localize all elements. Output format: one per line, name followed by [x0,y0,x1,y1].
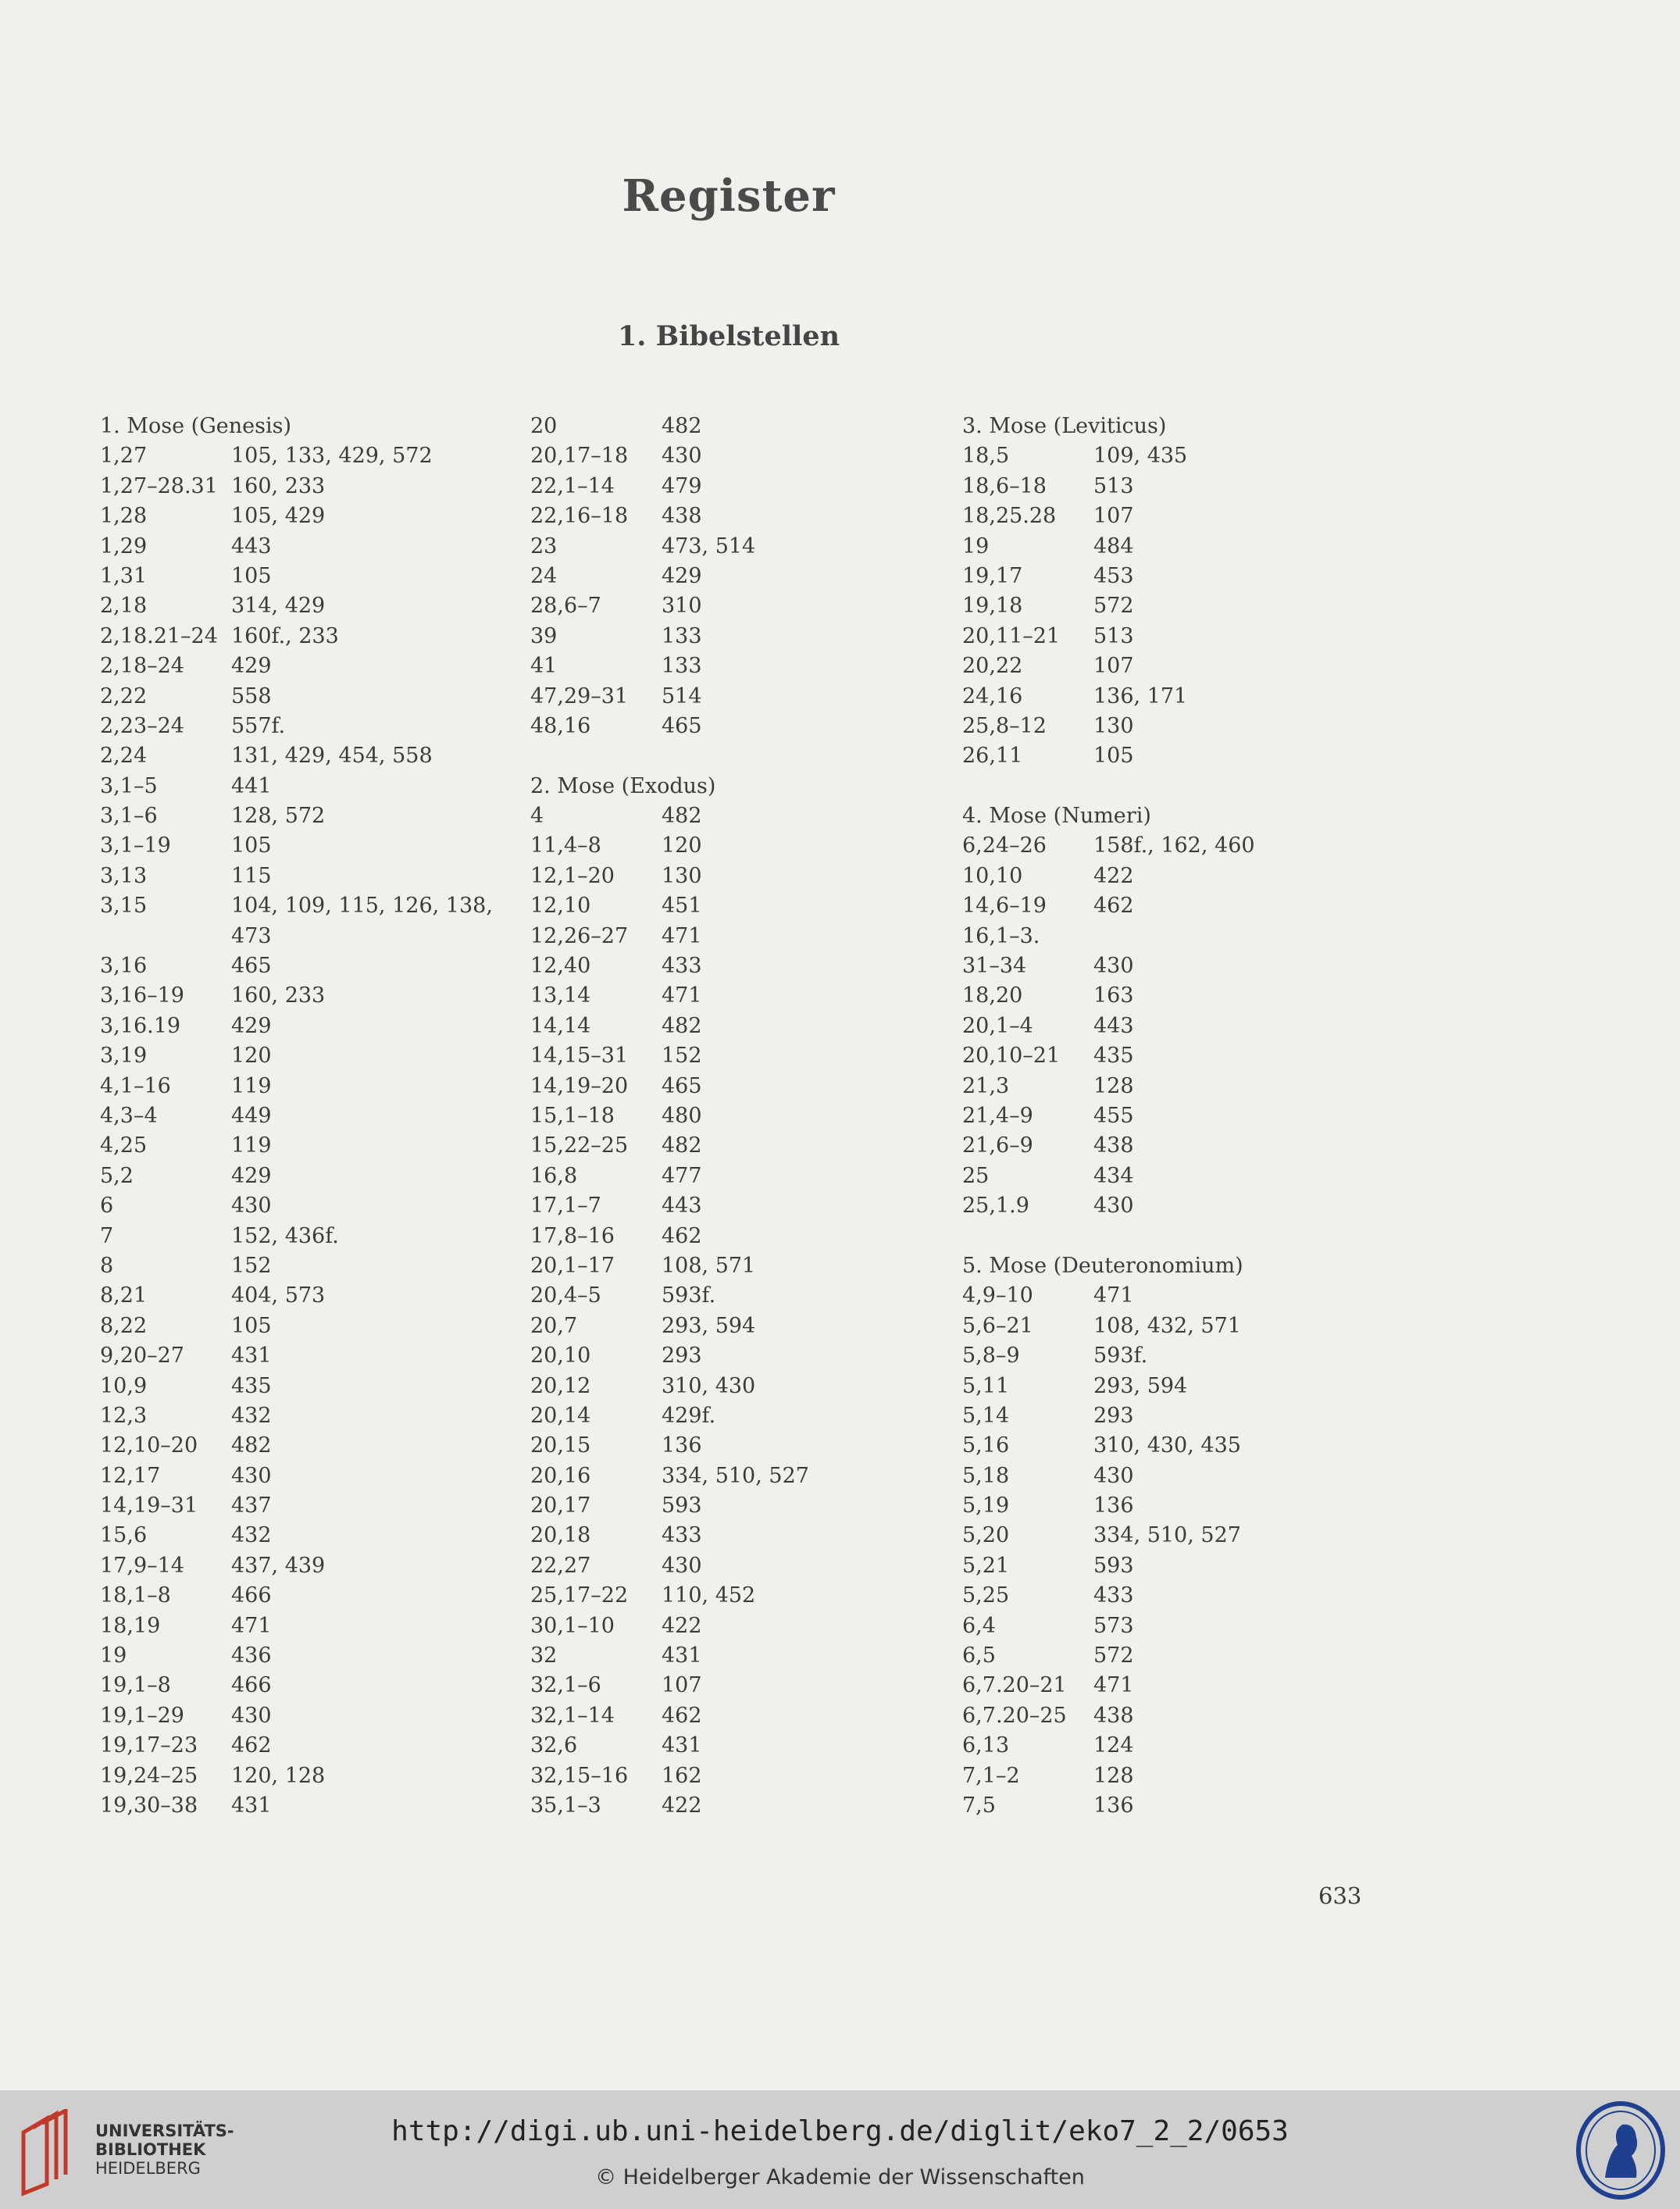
verse-reference: 3,1–5 [100,773,158,798]
page-references: 479 [662,473,702,498]
verse-reference: 7,1–2 [962,1763,1020,1788]
page-references: 152 [231,1253,272,1278]
page-references: 431 [662,1733,702,1758]
verse-reference: 8 [100,1253,114,1278]
page-references: 293, 594 [1093,1373,1188,1398]
verse-reference: 5,21 [962,1553,1010,1578]
verse-reference: 17,1–7 [530,1194,601,1219]
page-references: 430 [231,1194,272,1219]
verse-reference: 20,12 [530,1373,591,1398]
verse-reference: 6,5 [962,1643,996,1668]
verse-reference: 12,10 [530,894,591,919]
book-heading-text: 2. Mose (Exodus) [530,773,716,798]
page-references: 434 [1093,1163,1134,1188]
page-references: 108, 432, 571 [1093,1313,1241,1338]
page-references: 482 [662,1013,702,1038]
page-references: 293 [1093,1403,1134,1428]
page-references: 449 [231,1103,272,1128]
page-references: 334, 510, 527 [1093,1523,1241,1548]
verse-reference: 4,25 [100,1133,148,1158]
page-references: 557f. [231,713,286,738]
verse-reference: 3,1–6 [100,804,158,829]
verse-reference: 14,19–20 [530,1073,629,1098]
verse-reference: 25,17–22 [530,1583,629,1608]
page-references: 136 [1093,1493,1134,1518]
verse-reference: 14,6–19 [962,894,1047,919]
verse-reference: 1,31 [100,563,148,588]
verse-reference: 30,1–10 [530,1613,615,1638]
page-references: 160f., 233 [231,623,339,648]
verse-reference: 8,22 [100,1313,148,1338]
verse-reference: 20,16 [530,1463,591,1488]
verse-reference: 2,23–24 [100,713,184,738]
verse-reference: 12,1–20 [530,863,615,888]
verse-reference: 10,9 [100,1373,148,1398]
verse-reference: 19,17 [962,563,1023,588]
page-references: 293 [662,1344,702,1369]
page-number: 633 [1318,1882,1362,1909]
page-references: 465 [662,1073,702,1098]
page-references: 593 [1093,1553,1134,1578]
verse-reference: 19,18 [962,594,1023,619]
verse-reference: 2,18–24 [100,654,184,679]
page-references: 436 [231,1643,272,1668]
verse-reference: 16,1–3. [962,923,1040,948]
verse-reference: 5,2 [100,1163,134,1188]
copyright-notice: © Heidelberger Akademie der Wissenschaften [595,2165,1085,2189]
verse-reference: 35,1–3 [530,1793,601,1818]
verse-reference: 23 [530,534,558,558]
verse-reference: 18,25.28 [962,504,1057,529]
verse-reference: 25,8–12 [962,713,1047,738]
verse-reference: 1,28 [100,504,148,529]
page-references: 438 [1093,1703,1134,1728]
verse-reference: 14,14 [530,1013,591,1038]
university-seal-icon [1574,2100,1668,2201]
verse-reference: 21,6–9 [962,1133,1033,1158]
page-references: 136 [1093,1793,1134,1818]
page-references: 422 [662,1613,702,1638]
page-references: 484 [1093,534,1134,558]
page-references: 314, 429 [231,594,326,619]
page-references: 429 [231,1013,272,1038]
verse-reference: 32,1–6 [530,1673,601,1698]
verse-reference: 20,15 [530,1433,591,1458]
page-references: 162 [662,1763,702,1788]
page-references: 105, 133, 429, 572 [231,444,433,469]
page-references: 422 [662,1793,702,1818]
page-references: 451 [662,894,702,919]
page-references: 158f., 162, 460 [1093,833,1255,858]
page-references: 105 [231,1313,272,1338]
verse-reference: 20,7 [530,1313,578,1338]
page-references: 462 [662,1703,702,1728]
page-references: 433 [662,1523,702,1548]
verse-reference: 9,20–27 [100,1344,184,1369]
page-references: 430 [662,1553,702,1578]
page-references: 471 [662,983,702,1008]
verse-reference: 2,18.21–24 [100,623,218,648]
page-references: 120 [231,1044,272,1069]
page-references: 441 [231,773,272,798]
verse-reference: 6,13 [962,1733,1010,1758]
page-references: 110, 452 [662,1583,756,1608]
verse-reference: 17,8–16 [530,1223,615,1248]
verse-reference: 32 [530,1643,558,1668]
library-name: UNIVERSITÄTS- BIBLIOTHEK HEIDELBERG [95,2122,234,2178]
page-references: 430 [1093,1463,1134,1488]
verse-reference: 2,18 [100,594,148,619]
verse-reference: 3,16 [100,954,148,979]
page-references: 105 [231,833,272,858]
page-references: 128 [1093,1073,1134,1098]
verse-reference: 19,1–8 [100,1673,171,1698]
verse-reference: 25,1.9 [962,1194,1029,1219]
verse-reference: 13,14 [530,983,591,1008]
page-references: 115 [231,863,272,888]
page-references: 107 [1093,504,1134,529]
verse-reference: 19,1–29 [100,1703,184,1728]
page-references: 128 [1093,1763,1134,1788]
verse-reference: 1,27 [100,444,148,469]
page-references: 105 [1093,744,1134,769]
page-references: 293, 594 [662,1313,756,1338]
verse-reference: 47,29–31 [530,683,629,708]
page-references: 482 [662,414,702,438]
page-references: 465 [231,954,272,979]
page-references: 473, 514 [662,534,756,558]
verse-reference: 6,7.20–25 [962,1703,1067,1728]
verse-reference: 20,1–17 [530,1253,615,1278]
page-references: 593 [662,1493,702,1518]
verse-reference: 18,20 [962,983,1023,1008]
verse-reference: 16,8 [530,1163,578,1188]
page-references: 109, 435 [1093,444,1188,469]
verse-reference: 25 [962,1163,990,1188]
verse-reference: 3,13 [100,863,148,888]
verse-reference: 32,6 [530,1733,578,1758]
page-references: 131, 429, 454, 558 [231,744,433,769]
verse-reference: 4,3–4 [100,1103,158,1128]
page-references: 482 [662,1133,702,1158]
verse-reference: 21,3 [962,1073,1010,1098]
verse-reference: 24 [530,563,558,588]
verse-reference: 20,22 [962,654,1023,679]
page-references: 453 [1093,563,1134,588]
book-heading-text: 1. Mose (Genesis) [100,414,291,438]
verse-reference: 2,22 [100,683,148,708]
page-references: 513 [1093,623,1134,648]
page-references: 572 [1093,594,1134,619]
verse-reference: 11,4–8 [530,833,601,858]
page-references: 558 [231,683,272,708]
page-references: 130 [1093,713,1134,738]
verse-reference: 2,24 [100,744,148,769]
verse-reference: 15,6 [100,1523,148,1548]
verse-reference: 4 [530,804,544,829]
page-title: Register [622,170,836,222]
page-references: 465 [662,713,702,738]
verse-reference: 19,24–25 [100,1763,198,1788]
page-references: 431 [662,1643,702,1668]
page-references: 462 [1093,894,1134,919]
verse-reference: 3,16.19 [100,1013,181,1038]
page-references: 480 [662,1103,702,1128]
verse-reference: 5,11 [962,1373,1010,1398]
page-references: 435 [1093,1044,1134,1069]
page-references: 437, 439 [231,1553,326,1578]
verse-reference: 18,1–8 [100,1583,171,1608]
verse-reference: 20,17–18 [530,444,629,469]
verse-reference: 22,1–14 [530,473,615,498]
page-references: 430 [231,1703,272,1728]
verse-reference: 15,22–25 [530,1133,629,1158]
verse-reference: 5,8–9 [962,1344,1020,1369]
verse-reference: 20,1–4 [962,1013,1033,1038]
verse-reference: 20,18 [530,1523,591,1548]
page-references: 572 [1093,1643,1134,1668]
verse-reference: 18,6–18 [962,473,1047,498]
verse-reference: 28,6–7 [530,594,601,619]
page-references: 443 [662,1194,702,1219]
verse-reference: 4,9–10 [962,1283,1033,1308]
verse-reference: 3,15 [100,894,148,919]
page-references: 310, 430 [662,1373,756,1398]
verse-reference: 14,19–31 [100,1493,198,1518]
page-references: 430 [1093,954,1134,979]
verse-reference: 1,29 [100,534,148,558]
page-references: 462 [231,1733,272,1758]
page-references: 430 [231,1463,272,1488]
verse-reference: 39 [530,623,558,648]
page-references: 430 [662,444,702,469]
page-references: 429 [662,563,702,588]
verse-reference: 19 [100,1643,127,1668]
page-references: 310 [662,594,702,619]
page-references: 462 [662,1223,702,1248]
page-references: 443 [231,534,272,558]
page-references: 433 [662,954,702,979]
verse-reference: 12,10–20 [100,1433,198,1458]
page-references: 435 [231,1373,272,1398]
page-references: 152 [662,1044,702,1069]
page-references: 513 [1093,473,1134,498]
page-references: 429f. [662,1403,716,1428]
verse-reference: 18,19 [100,1613,161,1638]
page-references: 429 [231,1163,272,1188]
page-references: 466 [231,1583,272,1608]
verse-reference: 22,16–18 [530,504,629,529]
section-title: 1. Bibelstellen [617,320,840,352]
page-references: 133 [662,654,702,679]
verse-reference: 14,15–31 [530,1044,629,1069]
page-references: 133 [662,623,702,648]
page-references: 108, 571 [662,1253,756,1278]
page-references: 431 [231,1344,272,1369]
page-references: 455 [1093,1103,1134,1128]
verse-reference: 32,15–16 [530,1763,629,1788]
verse-reference: 20,4–5 [530,1283,601,1308]
page-references: 136 [662,1433,702,1458]
page-references: 431 [231,1793,272,1818]
verse-reference: 5,19 [962,1493,1010,1518]
page-references: 514 [662,683,702,708]
page-references: 430 [1093,1194,1134,1219]
page-references: 573 [1093,1613,1134,1638]
verse-reference: 12,17 [100,1463,161,1488]
verse-reference: 21,4–9 [962,1103,1033,1128]
page-references: 482 [662,804,702,829]
page-references: 104, 109, 115, 126, 138, [231,894,493,919]
page-references: 107 [1093,654,1134,679]
verse-reference: 20,10–21 [962,1044,1061,1069]
page-references: 471 [1093,1283,1134,1308]
verse-reference: 19,30–38 [100,1793,198,1818]
verse-reference: 12,3 [100,1403,148,1428]
page-references: 119 [231,1073,272,1098]
verse-reference: 5,20 [962,1523,1010,1548]
page-references: 334, 510, 527 [662,1463,809,1488]
verse-reference: 5,14 [962,1403,1010,1428]
verse-reference: 31–34 [962,954,1027,979]
page-references: 119 [231,1133,272,1158]
verse-reference: 4,1–16 [100,1073,171,1098]
verse-reference: 20,11–21 [962,623,1061,648]
book-heading-text: 4. Mose (Numeri) [962,804,1151,829]
verse-reference: 10,10 [962,863,1023,888]
verse-reference: 20,17 [530,1493,591,1518]
page-references: 477 [662,1163,702,1188]
page-references: 473 [231,923,272,948]
verse-reference: 7,5 [962,1793,996,1818]
page-references: 310, 430, 435 [1093,1433,1241,1458]
verse-reference: 24,16 [962,683,1023,708]
page-references: 120, 128 [231,1763,326,1788]
page-references: 432 [231,1523,272,1548]
verse-reference: 3,16–19 [100,983,184,1008]
page-references: 136, 171 [1093,683,1188,708]
page-references: 433 [1093,1583,1134,1608]
page-references: 404, 573 [231,1283,326,1308]
verse-reference: 6,4 [962,1613,996,1638]
verse-reference: 20,10 [530,1344,591,1369]
page-references: 160, 233 [231,473,326,498]
page-references: 443 [1093,1013,1134,1038]
verse-reference: 12,40 [530,954,591,979]
verse-reference: 15,1–18 [530,1103,615,1128]
verse-reference: 8,21 [100,1283,148,1308]
verse-reference: 6 [100,1194,114,1219]
verse-reference: 20 [530,414,558,438]
page-references: 432 [231,1403,272,1428]
verse-reference: 5,25 [962,1583,1010,1608]
verse-reference: 48,16 [530,713,591,738]
verse-reference: 3,19 [100,1044,148,1069]
page-references: 471 [662,923,702,948]
page-references: 438 [662,504,702,529]
page-references: 593f. [1093,1344,1148,1369]
verse-reference: 7 [100,1223,114,1248]
verse-reference: 5,6–21 [962,1313,1033,1338]
verse-reference: 22,27 [530,1553,591,1578]
verse-reference: 26,11 [962,744,1023,769]
verse-reference: 17,9–14 [100,1553,184,1578]
verse-reference: 5,18 [962,1463,1010,1488]
verse-reference: 41 [530,654,558,679]
book-heading-text: 5. Mose (Deuteronomium) [962,1253,1243,1278]
page-references: 466 [231,1673,272,1698]
verse-reference: 19,17–23 [100,1733,198,1758]
verse-reference: 20,14 [530,1403,591,1428]
verse-reference: 5,16 [962,1433,1010,1458]
verse-reference: 6,24–26 [962,833,1047,858]
page-references: 105 [231,563,272,588]
page-references: 482 [231,1433,272,1458]
verse-reference: 6,7.20–21 [962,1673,1067,1698]
page-references: 130 [662,863,702,888]
page-references: 160, 233 [231,983,326,1008]
page-references: 128, 572 [231,804,326,829]
verse-reference: 18,5 [962,444,1010,469]
footer-bar [0,2090,1680,2209]
page-references: 438 [1093,1133,1134,1158]
verse-reference: 19 [962,534,990,558]
page-references: 120 [662,833,702,858]
verse-reference: 12,26–27 [530,923,629,948]
page-references: 471 [231,1613,272,1638]
verse-reference: 32,1–14 [530,1703,615,1728]
page-references: 471 [1093,1673,1134,1698]
verse-reference: 3,1–19 [100,833,171,858]
page-references: 437 [231,1493,272,1518]
page-references: 163 [1093,983,1134,1008]
page-references: 124 [1093,1733,1134,1758]
page-references: 593f. [662,1283,716,1308]
verse-reference: 1,27–28.31 [100,473,218,498]
page-references: 107 [662,1673,702,1698]
page-references: 429 [231,654,272,679]
page-references: 105, 429 [231,504,326,529]
permalink-url[interactable]: http://digi.ub.uni-heidelberg.de/diglit/eko7_2_2/0653 [391,2115,1289,2147]
page-references: 422 [1093,863,1134,888]
book-heading-text: 3. Mose (Leviticus) [962,414,1167,438]
page-references: 152, 436f. [231,1223,339,1248]
